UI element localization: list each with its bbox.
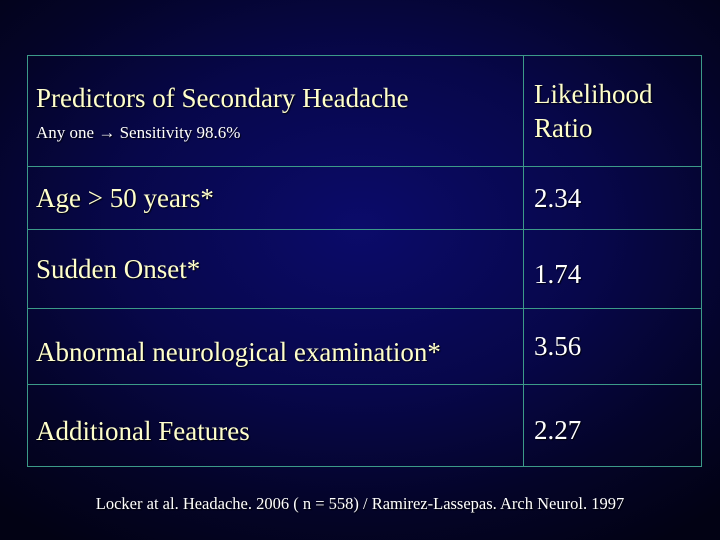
predictor-cell: Sudden Onset*	[28, 230, 524, 309]
sensitivity-note: Any one → Sensitivity 98.6%	[36, 123, 241, 142]
ratio-cell: 2.27	[524, 385, 702, 467]
predictor-cell: Additional Features	[28, 385, 524, 467]
table-row	[28, 230, 702, 309]
likelihood-ratio-header-line2: Ratio	[534, 113, 593, 143]
likelihood-ratio-table	[27, 55, 702, 467]
ratio-cell: 3.56	[524, 309, 702, 385]
ratio-cell: 1.74	[524, 230, 702, 309]
table-row	[28, 167, 702, 230]
likelihood-ratio-header-cell	[524, 56, 702, 167]
table-row	[28, 309, 702, 385]
predictors-header-title: Predictors of Secondary Headache	[36, 83, 409, 113]
likelihood-ratio-header-line1: Likelihood	[534, 79, 653, 109]
predictors-header-cell	[28, 56, 524, 167]
predictor-cell: Abnormal neurological examination*	[28, 309, 524, 385]
predictor-cell: Age > 50 years*	[28, 167, 524, 230]
ratio-cell: 2.34	[524, 167, 702, 230]
table-header-row	[28, 56, 702, 167]
table-row	[28, 385, 702, 467]
source-citation: Locker at al. Headache. 2006 ( n = 558) / Ramirez-Lassepas. Arch Neurol. 1997	[95, 494, 625, 513]
